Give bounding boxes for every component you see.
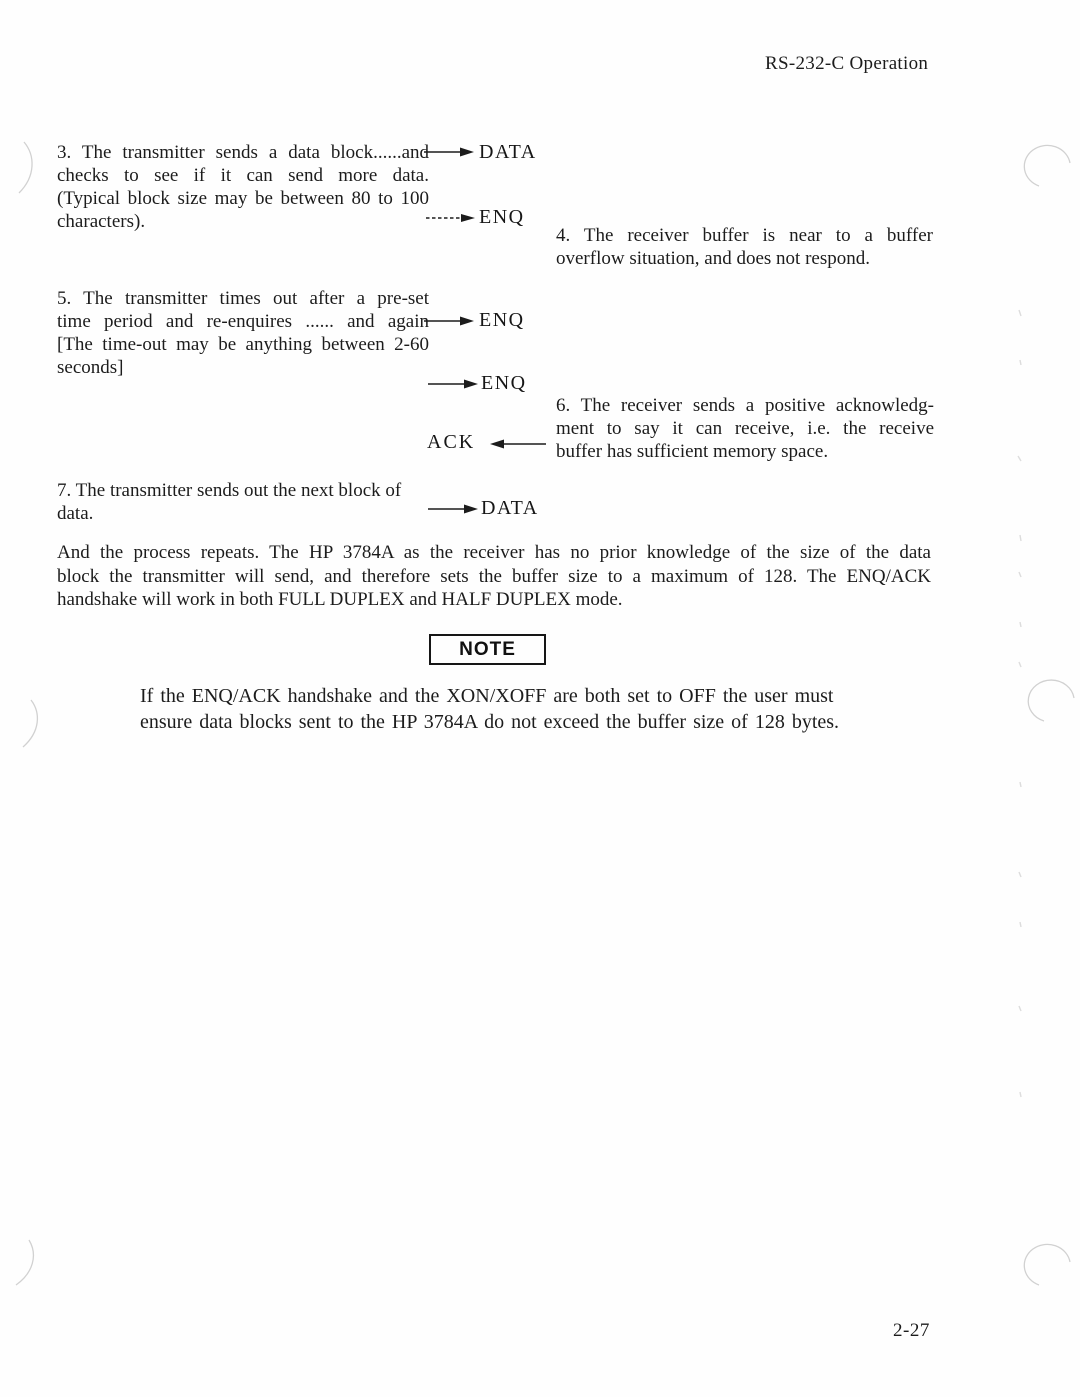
- note-paragraph: [140, 684, 860, 735]
- step-6-line: 6. The receiver sends a positive acknowledg-: [556, 395, 934, 416]
- scan-speck: [1019, 872, 1021, 877]
- arrow-right-icon: [424, 314, 474, 328]
- paper-curl-mark: [1028, 680, 1074, 721]
- step-5-line: time period and re-enquires ...... and again: [57, 311, 429, 332]
- step-6-paragraph: [556, 394, 934, 463]
- paper-curl-mark: [16, 1240, 33, 1285]
- step-3-line: 3. The transmitter sends a data block......and: [57, 142, 429, 163]
- paper-curl-mark: [19, 142, 32, 193]
- signal-label-data: DATA: [481, 497, 539, 519]
- step-4-line: 4. The receiver buffer is near to a buffer: [556, 225, 933, 246]
- scan-speck: [1020, 535, 1021, 541]
- scan-speck: [1020, 922, 1021, 927]
- arrow-right-icon: [428, 502, 478, 516]
- signal-label-data: DATA: [479, 141, 537, 163]
- arrow-right-dashed-icon: [426, 211, 476, 225]
- paper-curl-mark: [1024, 145, 1070, 186]
- arrow-right-icon: [428, 377, 478, 391]
- arrow-left-icon: [488, 437, 546, 451]
- step-6-line: buffer has sufficient memory space.: [556, 441, 829, 462]
- scan-speck: [1020, 360, 1021, 365]
- scan-speck: [1020, 1092, 1021, 1097]
- step-5-line: [The time-out may be anything between 2-60: [57, 334, 429, 355]
- arrow-right-icon: [424, 145, 474, 159]
- scan-speck: [1020, 622, 1021, 627]
- step-3-line: checks to see if it can send more data.: [57, 165, 429, 186]
- signal-label-enq: ENQ: [479, 206, 525, 228]
- scan-speck: [1019, 662, 1021, 667]
- scan-speck: [1019, 572, 1021, 577]
- step-3-line: characters).: [57, 211, 146, 232]
- page-number: 2-27: [893, 1320, 930, 1341]
- scan-speck: [1020, 782, 1021, 787]
- step-7-line: data.: [57, 503, 94, 524]
- step-4-line: overflow situation, and does not respond.: [556, 248, 870, 269]
- step-7-line: 7. The transmitter sends out the next block of: [57, 480, 402, 501]
- step-4-paragraph: [556, 224, 933, 270]
- scan-speck: [1018, 456, 1021, 461]
- process-line: block the transmitter will send, and therefore sets the buffer size to a maximum of 128. The ENQ/ACK: [57, 565, 931, 587]
- step-3-paragraph: [57, 141, 429, 233]
- step-6-line: ment to say it can receive, i.e. the receive: [556, 418, 934, 439]
- step-5-paragraph: [57, 287, 429, 379]
- note-title: NOTE: [459, 638, 516, 660]
- note-line: ensure data blocks sent to the HP 3784A do not exceed the buffer size of 128 bytes.: [140, 710, 840, 733]
- process-paragraph: [57, 541, 931, 612]
- process-line: handshake will work in both FULL DUPLEX and HALF DUPLEX mode.: [57, 589, 623, 610]
- step-3-line: (Typical block size may be between 80 to 100: [57, 188, 429, 209]
- signal-label-ack: ACK: [427, 431, 476, 453]
- process-line: And the process repeats. The HP 3784A as the receiver has no prior knowledge of the size of the data: [57, 542, 931, 563]
- paper-curl-mark: [1024, 1244, 1070, 1285]
- scan-speck: [1019, 310, 1021, 316]
- note-line: If the ENQ/ACK handshake and the XON/XOFF are both set to OFF the user must: [140, 685, 834, 707]
- page-header: RS-232-C Operation: [765, 53, 929, 74]
- step-5-line: 5. The transmitter times out after a pre-set: [57, 288, 429, 309]
- step-7-paragraph: [57, 479, 437, 525]
- scan-speck: [1019, 1006, 1021, 1011]
- step-5-line: seconds]: [57, 357, 124, 378]
- signal-label-enq: ENQ: [481, 372, 527, 394]
- signal-label-enq: ENQ: [479, 309, 525, 331]
- note-box: [429, 634, 546, 665]
- paper-curl-mark: [23, 700, 37, 747]
